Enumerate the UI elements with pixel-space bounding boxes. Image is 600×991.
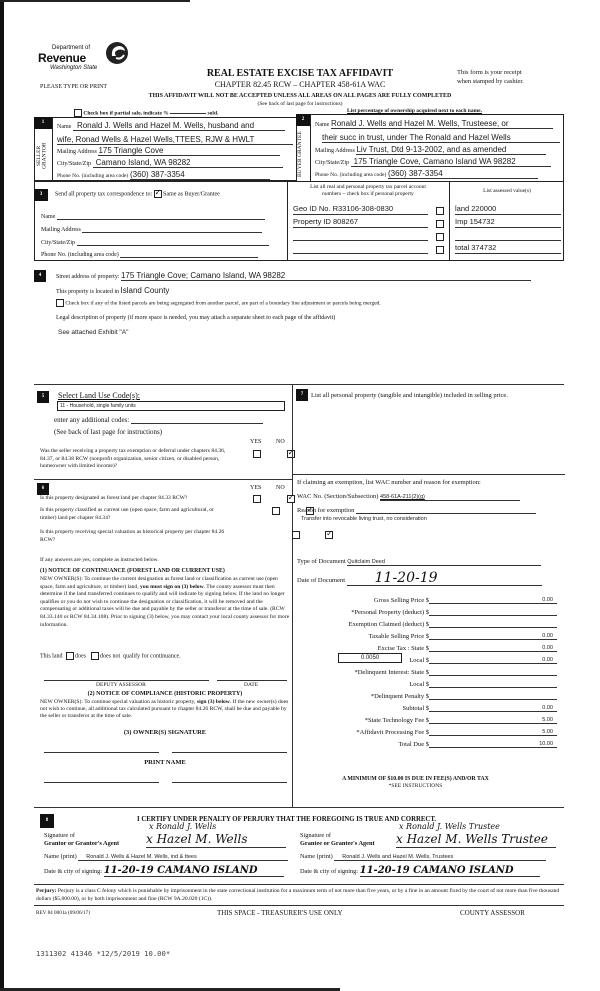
grantor-signature-top: x Ronald J. Wells <box>149 822 217 831</box>
personal-property-checkbox[interactable] <box>436 207 444 215</box>
total-row-total-due: Total Due $ 10.00 <box>293 736 565 748</box>
exemption-yes-checkbox[interactable] <box>253 450 261 458</box>
treasurer-stamp: 1311302 41346 *12/5/2019 10.00* <box>36 949 171 958</box>
yes-header: YES <box>250 485 262 491</box>
seller-label: SELLER GRANTOR <box>36 142 48 170</box>
seller-city-field[interactable]: Camano Island, WA 98282 <box>93 158 283 168</box>
seller-phone-row: Phone No. (including area code) (360) 387-3354 <box>57 170 293 180</box>
if-yes-note: If any answers are yes, complete as instructed below. <box>40 557 159 563</box>
exemption-claimed-field[interactable] <box>429 620 557 628</box>
taxable-selling-price-field[interactable]: 0.00 <box>429 633 557 640</box>
grantee-name-row: Name (print) Ronald J. Wells and Hazel M. Wells, Trustees <box>300 853 546 861</box>
doc-type-row: Type of Document Quitclaim Deed <box>297 558 541 566</box>
excise-tax-local-field[interactable]: 0.00 <box>429 657 557 664</box>
technology-fee-field[interactable]: 5.00 <box>429 717 557 724</box>
seller-name-row: Name Ronald J. Wells and Hazel M. Wells, husband and <box>57 121 293 131</box>
dor-logo <box>38 40 133 80</box>
owner-signature-line-2[interactable] <box>172 752 287 753</box>
parcel-list <box>293 202 447 254</box>
total-row-gross-selling: Gross Selling Price $ 0.00 <box>293 592 565 604</box>
processing-fee-field[interactable]: 5.00 <box>429 729 557 736</box>
total-row-taxable: Taxable Selling Price $ 0.00 <box>293 628 565 640</box>
totals-table <box>293 592 565 748</box>
section-5-badge: 5 <box>37 391 49 403</box>
forest-land-yes-checkbox[interactable] <box>253 495 261 503</box>
notice-continuance-title: (1) NOTICE OF CONTINUANCE (FOREST LAND OR CURRENT USE) <box>40 568 225 574</box>
print-name-line-2[interactable] <box>172 782 287 783</box>
total-row-delinquent-penalty: *Delinquent Penalty $ <box>293 688 565 700</box>
doc-date-field[interactable]: 11-20-19 <box>347 571 542 586</box>
land-use-instructions: (See back of last page for instructions) <box>54 428 163 436</box>
grantor-name-field[interactable]: Ronald J. Wells & Hazel M. Wells, ind & ttees <box>78 854 288 861</box>
parcel-field[interactable] <box>293 243 428 254</box>
personal-property-checkbox[interactable] <box>436 220 444 228</box>
divider-footer <box>34 884 564 885</box>
assessed-value-field[interactable] <box>455 228 561 241</box>
grantor-signature-label: Signature of Grantor or Grantor's Agent <box>44 832 120 847</box>
section-buyer-grantee <box>296 114 564 182</box>
county-field[interactable]: Island County <box>120 286 170 295</box>
please-print-note: PLEASE TYPE OR PRINT <box>40 84 108 90</box>
notice-compliance-title: (2) NOTICE OF COMPLIANCE (HISTORIC PROPERTY) <box>87 691 243 697</box>
receipt-note-2: when stamped by cashier. <box>457 78 524 85</box>
see-instructions-note: *SEE INSTRUCTIONS <box>388 783 443 789</box>
acceptance-warning: THIS AFFIDAVIT WILL NOT BE ACCEPTED UNLESS ALL AREAS ON ALL PAGES ARE FULLY COMPLETED <box>148 93 452 99</box>
form-revision: REV 84 0001a (09/06/17) <box>36 910 90 916</box>
buyer-city-row: City/State/Zip 175 Triangle Cove, Camano Island WA 98282 <box>315 157 561 167</box>
partial-sale-percent-field[interactable] <box>170 113 206 114</box>
legal-description-label: Legal description of property (if more space is needed, you may attach a separate sheet to each page of the affidavit) <box>56 315 336 321</box>
deputy-assessor-signature-line[interactable] <box>44 680 209 681</box>
correspondence-name-field[interactable] <box>57 212 265 220</box>
buyer-name-row: Name Ronald J. Wells and Hazel M. Wells, Trusteese, or <box>315 119 561 129</box>
grantee-signature-field[interactable]: x Hazel M. Wells Trustee <box>396 832 556 848</box>
seller-phone-field[interactable]: (360) 387-3354 <box>130 170 270 180</box>
total-row-delinquent-interest-state: *Delinquent Interest: State $ <box>293 664 565 676</box>
scan-edge-top <box>0 0 190 2</box>
grantor-name-row: Name (print) Ronald J. Wells & Hazel M. Wells, ind & ttees <box>44 853 288 861</box>
local-rate-field[interactable]: 0.0050 <box>338 653 402 663</box>
reason-line <box>356 506 536 514</box>
yes-header: YES <box>250 439 262 445</box>
reason-field[interactable]: Transfer into revocable living trust, no consideration <box>301 516 427 522</box>
section-4-badge: 4 <box>34 270 46 282</box>
assessed-value-field[interactable]: total 374732 <box>455 241 561 254</box>
print-name-label: PRINT NAME <box>144 759 186 766</box>
current-use-question: Is this property classified as current use (open space, farm and agricultural, or timber) land per chapter 84.34? <box>40 507 214 521</box>
form-subtitle: CHAPTER 82.45 RCW – CHAPTER 458-61A WAC <box>214 80 386 89</box>
logo-washington-state: Washington State <box>50 65 98 71</box>
grantor-date-field[interactable]: 11-20-19 CAMANO ISLAND <box>104 865 284 877</box>
seller-name-field-1[interactable]: Ronald J. Wells and Hazel M. Wells, husband and <box>73 121 285 131</box>
assessed-header: List assessed value(s) <box>483 188 531 194</box>
section-special-designations <box>34 480 292 805</box>
send-correspondence-row: Send all property tax correspondence to: ✓ Same as Buyer/Grantee <box>55 190 220 198</box>
correspondence-name-row: Name <box>41 212 273 220</box>
exemption-header: If claiming an exemption, list WAC number and reason for exemption: <box>297 479 481 486</box>
street-address-field[interactable]: 175 Triangle Cove; Camano Island, WA 98282 <box>121 271 531 281</box>
section-personal-property <box>293 386 565 806</box>
doc-date-row: Date of Document 11-20-19 <box>297 571 542 586</box>
no-header: NO <box>276 439 285 445</box>
personal-property-deduct-field[interactable] <box>429 608 557 616</box>
buyer-phone-field[interactable]: (360) 387-3354 <box>388 169 538 179</box>
section-1-badge: 1 <box>34 117 52 129</box>
section-6-badge: 6 <box>37 483 49 495</box>
total-row-personal-property: *Personal Property (deduct) $ <box>293 604 565 616</box>
county-row: This property is located in Island County <box>56 286 170 295</box>
buyer-mailing-row: Mailing Address Liv Trust, Dtd 9-13-2002, and as amended <box>315 145 561 155</box>
section-2-badge: 2 <box>296 114 310 126</box>
owner-signature-label: (3) OWNER(S) SIGNATURE <box>123 729 207 736</box>
correspondence-city-row: City/State/Zip <box>41 238 273 246</box>
personal-property-checkbox[interactable] <box>436 246 444 254</box>
partial-sale-suffix: sold. <box>207 110 219 117</box>
buyer-city-field[interactable]: 175 Triangle Cove, Camano Island WA 98282 <box>351 157 551 167</box>
partial-sale-label: Check box if partial sale, indicate % <box>83 110 169 117</box>
grantee-date-field[interactable]: 11-20-19 CAMANO ISLAND <box>360 865 540 877</box>
receipt-note-1: This form is your receipt <box>457 69 522 76</box>
treasurer-use-label: THIS SPACE - TREASURER'S USE ONLY <box>217 909 343 917</box>
assessed-value-field[interactable]: land 220000 <box>455 202 561 215</box>
total-row-subtotal: Subtotal $ 0.00 <box>293 700 565 712</box>
segregated-checkbox[interactable] <box>56 299 64 307</box>
exemption-question: Was the seller receiving a property tax exemption or deferral under chapters 84.36, 84.37, or 84.38 RCW (nonprofit organization, senior citizen, or disabled person, homeowner with limited income)? <box>40 448 226 469</box>
buyer-phone-row: Phone No. (including area code) (360) 387-3354 <box>315 169 561 179</box>
parcel-row <box>293 228 447 241</box>
seller-mailing-row: Mailing Address 175 Triangle Cove <box>57 146 293 156</box>
subtotal-field[interactable]: 0.00 <box>429 705 557 712</box>
certify-statement: I CERTIFY UNDER PENALTY OF PERJURY THAT THE FOREGOING IS TRUE AND CORRECT. <box>137 816 437 823</box>
delinquent-penalty-field[interactable] <box>429 692 557 700</box>
total-row-delinquent-interest-local: Local $ <box>293 676 565 688</box>
correspondence-city-field[interactable] <box>77 238 269 246</box>
grantor-signature-field[interactable]: x Hazel M. Wells <box>146 832 286 848</box>
legal-description-field[interactable]: See attached Exhibit "A" <box>58 329 129 336</box>
county-assessor-label: COUNTY ASSESSOR <box>460 909 525 917</box>
assessed-list <box>455 202 561 254</box>
forest-land-question: Is this property designated as forest land per chapter 84.33 RCW? <box>40 495 188 501</box>
no-header: NO <box>276 485 285 491</box>
logo-revenue: Revenue <box>38 51 86 65</box>
partial-sale-checkbox[interactable] <box>74 109 82 117</box>
correspondence-mailing-row: Mailing Address <box>41 225 273 233</box>
parcel-row <box>293 241 447 254</box>
does-not-qualify-checkbox[interactable] <box>91 652 99 660</box>
buyer-label: BUYER GRANTEE <box>297 131 303 177</box>
total-row-exemption: Exemption Claimed (deduct) $ <box>293 616 565 628</box>
partial-sale-row <box>74 109 218 117</box>
parcel-field[interactable]: Geo ID No. R33106-308-0830 <box>293 204 428 215</box>
divider-exemption <box>293 474 565 475</box>
additional-codes-field[interactable] <box>131 416 263 424</box>
assessed-value-field[interactable]: Imp 154732 <box>455 215 561 228</box>
delinquent-interest-local-field[interactable] <box>429 680 557 688</box>
buyer-name-field-2[interactable]: their succ in trust, under The Ronald and Hazel Wells <box>322 133 560 143</box>
wac-row: WAC No. (Section/Subsection) 458-61A-211(2)(g) <box>297 493 520 501</box>
seller-name-field-2[interactable]: wife, Ronad Wells & Hazel Wells,TTEES, RJW & HWLT <box>57 135 293 145</box>
logo-department: Department of <box>52 45 91 51</box>
deputy-assessor-date-line[interactable] <box>217 680 287 681</box>
perjury-statement: Perjury: Perjury is a class C felony which is punishable by imprisonment in the state correctional institution for a maximum term of not more than five years, or by a fine in an amount fixed by the court of not more than five thousand dollars ($5,000.00), or by both imprisonment and fine (RCW 9A.20.020 (1C)). <box>36 888 560 902</box>
correspondence-mailing-field[interactable] <box>82 225 262 233</box>
print-name-line-1[interactable] <box>44 782 159 783</box>
logo-swirl-icon <box>104 40 130 66</box>
grantee-signature-top: x Ronald J. Wells Trustee <box>399 822 500 831</box>
grantor-date-row: Date & city of signing: 11-20-19 CAMANO ISLAND <box>44 865 284 877</box>
doc-type-field[interactable]: Quitclaim Deed <box>347 559 541 566</box>
excise-tax-state-field[interactable]: 0.00 <box>429 645 557 652</box>
section-property-address <box>34 268 564 378</box>
instructions-note: (See back of last page for instructions) <box>257 101 343 107</box>
total-row-processing-fee: *Affidavit Processing Fee $ 5.00 <box>293 724 565 736</box>
grantee-signature-label: Signature of Grantee or Grantee's Agent <box>300 832 375 847</box>
section-8-badge: 8 <box>40 814 54 828</box>
street-address-row: Street address of property: 175 Triangle Cove; Camano Island, WA 98282 <box>56 271 562 281</box>
parcel-row <box>293 202 447 215</box>
same-as-buyer-checkbox[interactable] <box>154 190 162 198</box>
does-qualify-checkbox[interactable] <box>66 652 74 660</box>
section-seller-grantor <box>34 117 296 181</box>
seller-city-row: City/State/Zip Camano Island, WA 98282 <box>57 158 293 168</box>
reason-row: Reason for exemption <box>297 506 536 514</box>
notice-continuance-body: NEW OWNER(S): To continue the current designation as forest land or classification as current use (open space, farm and agriculture, or timber) land, you must sign on (3) below. The county assessor must then determine if the land transferred continues to qualify and will indicate by signing below. If the land no longer qualifies or you do not wish to continue the designation or classification, it will be removed and the compensating or additional taxes will be due and payable by the seller or transferor at the time of sale. (RCW 84.33.140 or RCW 84.34.108). Prior to signing (3) below, you may contact your local county assessor for more information. <box>40 576 290 628</box>
grantee-name-field[interactable]: Ronald J. Wells and Hazel M. Wells, Trustees <box>334 854 546 861</box>
form-title: REAL ESTATE EXCISE TAX AFFIDAVIT <box>206 68 394 79</box>
delinquent-interest-state-field[interactable] <box>429 668 557 676</box>
personal-property-checkbox[interactable] <box>436 233 444 241</box>
parcel-header: List all real and personal property tax parcel account numbers – check box if personal property <box>310 184 426 197</box>
current-use-yes-checkbox[interactable] <box>272 507 280 515</box>
continuance-row: This land does does not qualify for continuance. <box>40 653 181 660</box>
divider-perjury <box>34 905 564 906</box>
owner-signature-line-1[interactable] <box>44 752 159 753</box>
total-due-field[interactable]: 10.00 <box>429 741 557 748</box>
wac-number-field[interactable]: 458-61A-211(2)(g) <box>380 494 520 501</box>
notice-compliance-body: NEW OWNER(S): To continue special valuation as historic property, sign (3) below. If the new owner(s) does not wish to continue, all additional tax calculated pursuant to chapter 84.26 RCW, shall be due and payable by the seller or transferor at the time of sale. <box>40 699 289 719</box>
personal-property-label: List all personal property (tangible and intangible) included in selling price. <box>311 392 508 399</box>
parcel-row <box>293 215 447 228</box>
section-signatures <box>34 808 564 883</box>
section-tax-correspondence <box>34 181 564 261</box>
additional-codes-row: enter any additional codes: <box>54 416 263 424</box>
grantee-date-row: Date & city of signing: 11-20-19 CAMANO ISLAND <box>300 865 540 877</box>
land-use-select[interactable]: 11 - Household, single family units <box>57 401 285 411</box>
gross-selling-price-field[interactable]: 0.00 <box>429 597 557 604</box>
ownership-note: List percentage of ownership acquired next to each name. <box>347 108 482 114</box>
divider-5-7 <box>34 384 564 385</box>
date-label: DATE <box>244 682 259 688</box>
total-row-excise-state: Excise Tax : State $ 0.00 <box>293 640 565 652</box>
section-3-badge: 3 <box>34 189 48 201</box>
parcel-field[interactable] <box>293 230 428 241</box>
total-row-excise-local: 0.0050 Local $ 0.00 <box>293 652 565 664</box>
section-7-badge: 7 <box>296 389 308 401</box>
buyer-mailing-field[interactable]: Liv Trust, Dtd 9-13-2002, and as amended <box>356 145 546 155</box>
minimum-due-note: A MINIMUM OF $10.00 IS DUE IN FEE(S) AND/OR TAX <box>342 776 489 782</box>
seller-mailing-field[interactable]: 175 Triangle Cove <box>98 146 280 156</box>
scan-edge-left <box>0 0 4 991</box>
correspondence-phone-row: Phone No. (including area code) <box>41 250 273 258</box>
total-row-technology-fee: *State Technology Fee $ 5.00 <box>293 712 565 724</box>
deputy-assessor-label: DEPUTY ASSESSOR <box>96 682 146 688</box>
section-land-use <box>34 386 292 476</box>
correspondence-phone-field[interactable] <box>120 250 258 258</box>
land-use-label: Select Land Use Code(s): <box>58 391 140 400</box>
historical-question: Is this property receiving special valuation as historical property per chapter 84.26 RCW? <box>40 529 225 543</box>
parcel-field[interactable]: Property ID 808267 <box>293 217 428 228</box>
buyer-name-field-1[interactable]: Ronald J. Wells and Hazel M. Wells, Trusteese, or <box>331 119 553 129</box>
segregated-row: Check box if any of the listed parcels are being segregated from another parcel, are part of a boundary line adjustment or parcels being merged. <box>56 299 381 307</box>
